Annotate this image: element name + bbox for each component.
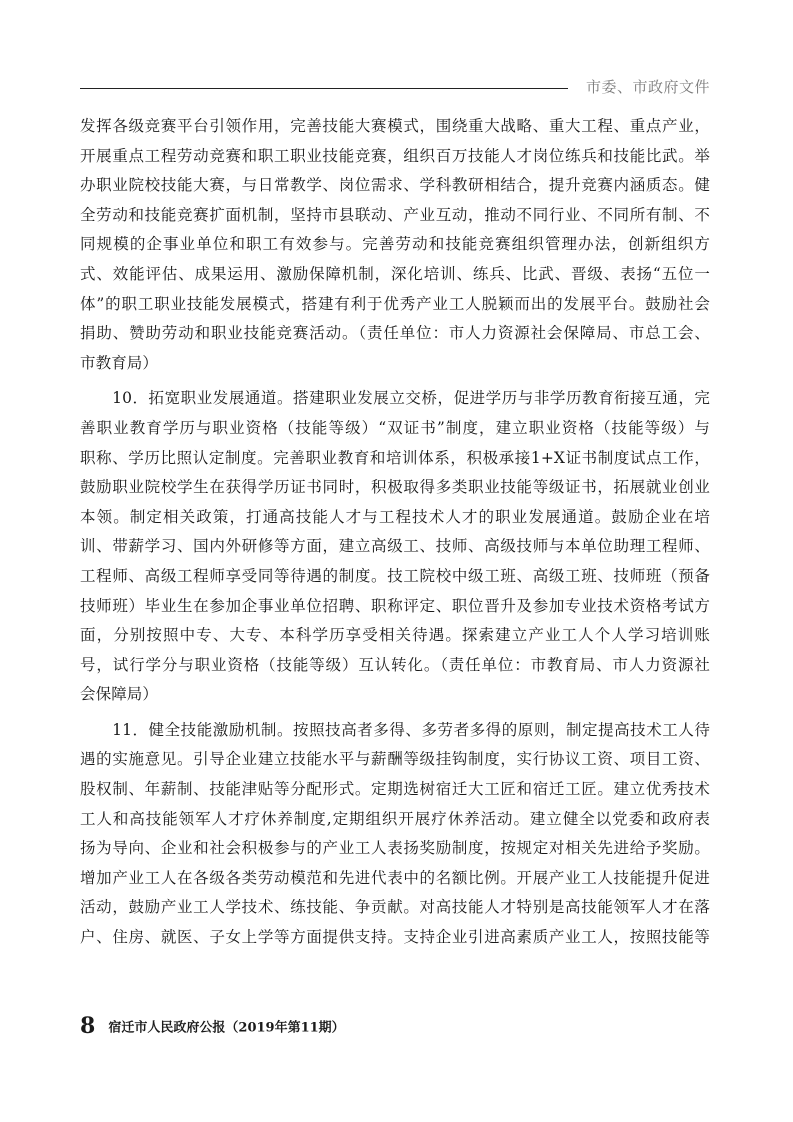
text-line: 11．健全技能激励机制。按照技高者多得、多劳者多得的原则，制定提高技术工人待 — [80, 720, 710, 739]
text-line: 活动，鼓励产业工人学技术、练技能、争贡献。对高技能人才特别是高技能领军人才在落 — [80, 898, 710, 917]
text-line: 市教育局） — [80, 353, 159, 372]
text-line: 股权制、年薪制、技能津贴等分配形式。定期选树宿迁大工匠和宿迁工匠。建立优秀技术 — [80, 780, 710, 799]
text-line: 号，试行学分与职业资格（技能等级）互认转化。（责任单位：市教育局、市人力资源社 — [80, 655, 710, 674]
text-line: 会保障局） — [80, 685, 159, 704]
text-line: 训、带薪学习、国内外研修等方面，建立高级工、技师、高级技师与本单位助理工程师、 — [80, 537, 710, 556]
text-line: 职称、学历比照认定制度。完善职业教育和培训体系，积极承接1+X证书制度试点工作， — [80, 448, 710, 467]
header-rule — [80, 88, 568, 89]
text-line: 本领。制定相关政策，打通高技能人才与工程技术人才的职业发展通道。鼓励企业在培 — [80, 507, 710, 526]
text-line: 工程师、高级工程师享受同等待遇的制度。技工院校中级工班、高级工班、技师班（预备 — [80, 566, 710, 585]
page-header — [80, 72, 710, 102]
text-line: 全劳动和技能竞赛扩面机制，坚持市县联动、产业互动，推动不同行业、不同所有制、不 — [80, 205, 710, 224]
page-footer — [80, 1013, 345, 1039]
text-line: 面，分别按照中专、大专、本科学历享受相关待遇。探索建立产业工人个人学习培训账 — [80, 626, 710, 645]
text-line: 技师班）毕业生在参加企事业单位招聘、职称评定、职位晋升及参加专业技术资格考试方 — [80, 596, 710, 615]
paragraph-10 — [80, 384, 710, 710]
journal-title: 宿迁市人民政府公报（2019年第11期） — [108, 1020, 345, 1036]
text-line: 体”的职工职业技能发展模式，搭建有利于优秀产业工人脱颖而出的发展平台。鼓励社会 — [80, 294, 710, 313]
text-line: 增加产业工人在各级各类劳动模范和先进代表中的名额比例。开展产业工人技能提升促进 — [80, 868, 710, 887]
page-number: 8 — [80, 1013, 96, 1039]
header-title: 市委、市政府文件 — [585, 78, 710, 96]
text-line: 捐助、赞助劳动和职业技能竞赛活动。（责任单位：市人力资源社会保障局、市总工会、 — [80, 324, 710, 343]
text-line: 户、住房、就医、子女上学等方面提供支持。支持企业引进高素质产业工人，按照技能等 — [80, 928, 710, 947]
text-line: 工人和高技能领军人才疗休养制度,定期组织开展疗休养活动。建立健全以党委和政府表 — [80, 809, 710, 828]
paragraph-11 — [80, 716, 710, 953]
text-line: 10．拓宽职业发展通道。搭建职业发展立交桥，促进学历与非学历教育衔接互通，完 — [80, 389, 710, 408]
text-line: 发挥各级竞赛平台引领作用，完善技能大赛模式，围绕重大战略、重大工程、重点产业， — [80, 117, 710, 135]
body-text — [80, 112, 710, 953]
text-line: 鼓励职业院校学生在获得学历证书同时，积极取得多类职业技能等级证书，拓展就业创业 — [80, 478, 710, 497]
text-line: 遇的实施意见。引导企业建立技能水平与薪酬等级挂钩制度，实行协议工资、项目工资、 — [80, 750, 710, 769]
text-line: 办职业院校技能大赛，与日常教学、岗位需求、学科教研相结合，提升竞赛内涵质态。健 — [80, 176, 710, 195]
text-line: 同规模的企事业单位和职工有效参与。完善劳动和技能竞赛组织管理办法，创新组织方 — [80, 235, 710, 254]
paragraph-1 — [80, 112, 710, 378]
text-line: 开展重点工程劳动竞赛和职工职业技能竞赛，组织百万技能人才岗位练兵和技能比武。举 — [80, 146, 710, 165]
text-line: 式、效能评估、成果运用、激励保障机制，深化培训、练兵、比武、晋级、表扬“五位一 — [80, 264, 710, 283]
text-line: 善职业教育学历与职业资格（技能等级）“双证书”制度，建立职业资格（技能等级）与 — [80, 418, 710, 437]
text-line: 扬为导向、企业和社会积极参与的产业工人表扬奖励制度，按规定对相关先进给予奖励。 — [80, 839, 710, 858]
